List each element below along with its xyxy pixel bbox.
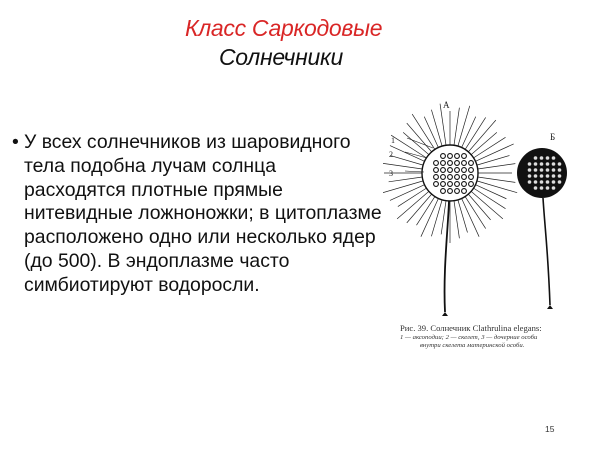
skeleton-hole bbox=[448, 161, 453, 166]
skeleton-hole bbox=[441, 189, 446, 194]
skeleton-hole bbox=[469, 175, 474, 180]
skeleton-hole bbox=[540, 174, 544, 178]
skeleton-hole bbox=[434, 182, 439, 187]
axopodium-ray bbox=[424, 117, 438, 148]
axopodium-ray bbox=[458, 106, 470, 146]
skeleton-hole bbox=[469, 182, 474, 187]
skeleton-hole bbox=[534, 162, 538, 166]
figure-label-b: Б bbox=[550, 132, 556, 142]
skeleton-hole bbox=[448, 175, 453, 180]
skeleton-hole bbox=[558, 162, 562, 166]
skeleton-hole bbox=[462, 161, 467, 166]
skeleton-hole bbox=[546, 174, 550, 178]
title-line-2: Солнечники bbox=[219, 44, 344, 70]
skeleton-hole bbox=[469, 168, 474, 173]
skeleton-hole bbox=[552, 156, 556, 160]
skeleton-hole bbox=[534, 180, 538, 184]
stalk-base-a bbox=[442, 312, 448, 316]
axopodium-ray bbox=[431, 200, 442, 236]
skeleton-hole bbox=[441, 161, 446, 166]
skeleton-hole bbox=[462, 168, 467, 173]
skeleton-hole bbox=[540, 186, 544, 190]
skeleton-hole bbox=[455, 182, 460, 187]
skeleton-hole bbox=[534, 168, 538, 172]
axopodium-ray bbox=[431, 110, 442, 146]
skeleton-hole bbox=[546, 186, 550, 190]
skeleton-hole bbox=[540, 162, 544, 166]
skeleton-hole bbox=[434, 175, 439, 180]
skeleton-hole bbox=[540, 180, 544, 184]
skeleton-hole bbox=[552, 168, 556, 172]
skeleton-hole bbox=[534, 186, 538, 190]
skeleton-hole bbox=[528, 168, 532, 172]
axopodium-ray bbox=[477, 181, 517, 193]
axopodium-ray bbox=[454, 201, 459, 239]
skeleton-sphere-b bbox=[517, 148, 567, 198]
caption-line-3: внутри скелета материнской особи. bbox=[420, 342, 525, 350]
axopodium-ray bbox=[389, 177, 423, 182]
axopodium-ray bbox=[471, 191, 503, 219]
axopodium-ray bbox=[458, 200, 468, 233]
skeleton-hole bbox=[546, 180, 550, 184]
axopodium-ray bbox=[383, 163, 422, 169]
skeleton-hole bbox=[558, 180, 562, 184]
skeleton-hole bbox=[469, 161, 474, 166]
axopodium-ray bbox=[478, 177, 516, 182]
axopodium-ray bbox=[462, 117, 476, 148]
skeleton-hole bbox=[552, 162, 556, 166]
skeleton-hole bbox=[552, 174, 556, 178]
skeleton-hole bbox=[441, 154, 446, 159]
axopodium-ray bbox=[475, 185, 506, 199]
skeleton-hole bbox=[434, 161, 439, 166]
skeleton-hole bbox=[546, 168, 550, 172]
skeleton-hole bbox=[441, 168, 446, 173]
title-line-1: Класс Саркодовые bbox=[185, 15, 383, 41]
skeleton-hole bbox=[552, 186, 556, 190]
skeleton-hole bbox=[462, 182, 467, 187]
stalk-b bbox=[543, 198, 550, 305]
axopodium-ray bbox=[477, 156, 510, 166]
skeleton-hole bbox=[455, 168, 460, 173]
axopodium-ray bbox=[397, 191, 429, 219]
skeleton-hole bbox=[558, 174, 562, 178]
skeleton-hole bbox=[528, 162, 532, 166]
skeleton-hole bbox=[534, 174, 538, 178]
skeleton-hole bbox=[552, 180, 556, 184]
caption-line-2: 1 — аксоподии; 2 — скелет, 3 — дочерние особи bbox=[400, 334, 538, 341]
skeleton-hole bbox=[448, 182, 453, 187]
caption-line-1: Рис. 39. Солнечник Clathrulina elegans: bbox=[400, 323, 542, 333]
skeleton-hole bbox=[528, 174, 532, 178]
skeleton-hole bbox=[455, 161, 460, 166]
slide-title bbox=[185, 14, 515, 72]
axopodium-ray bbox=[478, 164, 516, 169]
skeleton-hole bbox=[434, 168, 439, 173]
skeleton-hole bbox=[546, 156, 550, 160]
skeleton-hole bbox=[455, 154, 460, 159]
figure-callout-3: 3 bbox=[389, 169, 393, 178]
bullet-item bbox=[12, 131, 382, 298]
skeleton-hole bbox=[528, 180, 532, 184]
skeleton-hole bbox=[540, 168, 544, 172]
stalk-base-b bbox=[547, 305, 553, 309]
figure-caption bbox=[398, 323, 598, 351]
skeleton-hole bbox=[448, 168, 453, 173]
figure-label-a: А bbox=[443, 100, 450, 110]
stalk-a bbox=[445, 201, 449, 312]
skeleton-hole bbox=[448, 189, 453, 194]
axopodium-ray bbox=[383, 181, 423, 193]
bullet-mark: • bbox=[12, 131, 19, 153]
skeleton-hole bbox=[540, 156, 544, 160]
skeleton-hole bbox=[462, 175, 467, 180]
skeleton-hole bbox=[558, 168, 562, 172]
axopodium-ray bbox=[468, 120, 496, 152]
axopodium-ray bbox=[440, 104, 446, 146]
figure-callout-2: 2 bbox=[389, 150, 393, 159]
skeleton-hole bbox=[455, 189, 460, 194]
axopodium-ray bbox=[454, 108, 459, 146]
skeleton-hole bbox=[462, 154, 467, 159]
heliozoan-illustration bbox=[383, 100, 598, 322]
skeleton-hole bbox=[448, 154, 453, 159]
skeleton-hole bbox=[462, 189, 467, 194]
skeleton-hole bbox=[546, 162, 550, 166]
page-number: 15 bbox=[545, 424, 555, 434]
bullet-text: У всех солнечников из шаровидного тела подобна лучам солнца расходятся плотные прямые нитевидные ложноножки; в цитоплазме расположено одно или несколько ядер (до 500). В эндоплазме часто симбиотируют водоросли. bbox=[24, 131, 382, 296]
axopodium-ray bbox=[391, 156, 424, 166]
figure-callout-1: 1 bbox=[391, 136, 395, 145]
skeleton-hole bbox=[441, 175, 446, 180]
skeleton-hole bbox=[534, 156, 538, 160]
axopodium-ray bbox=[441, 201, 446, 235]
skeleton-hole bbox=[455, 175, 460, 180]
skeleton-hole bbox=[441, 182, 446, 187]
